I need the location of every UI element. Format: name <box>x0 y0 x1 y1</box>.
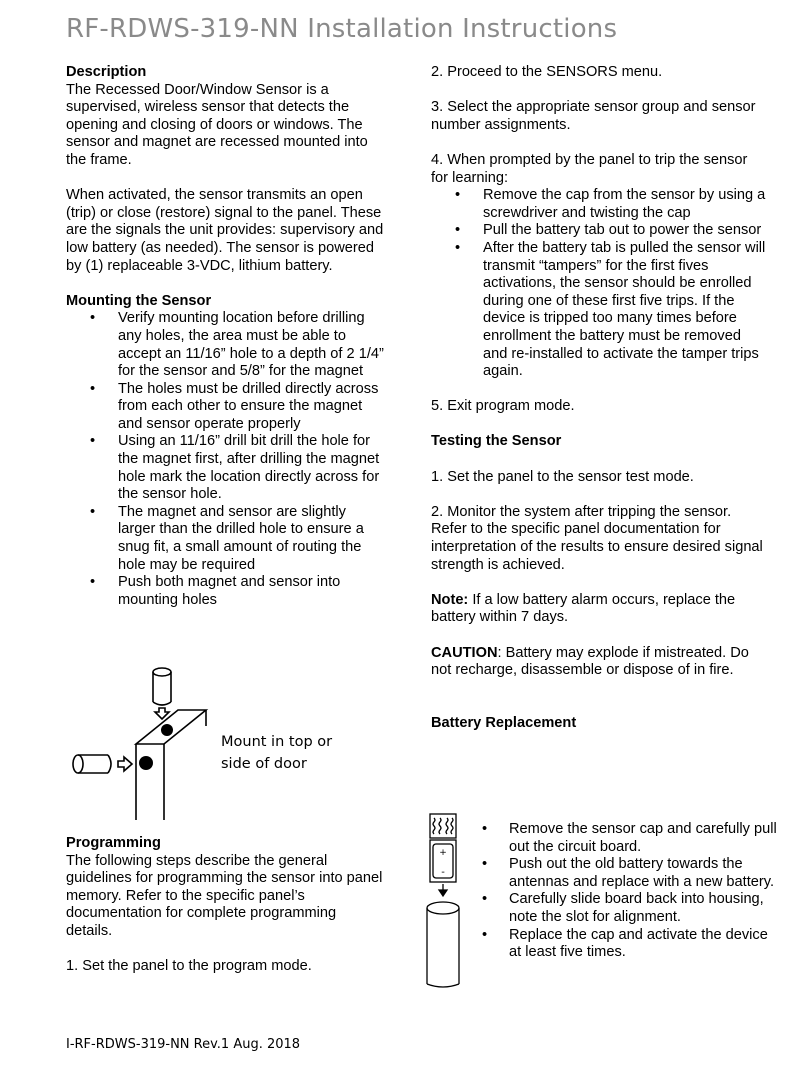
note-paragraph <box>431 592 766 627</box>
mounting-list <box>66 310 384 609</box>
page-title: RF-RDWS-319-NN Installation Instructions <box>66 14 618 44</box>
caption-line-1: Mount in top or <box>221 734 333 750</box>
step-4-list <box>431 187 766 381</box>
battery-plus-label: + <box>439 848 447 858</box>
list-item: • Carefully slide board back into housing, note the slot for alignment. <box>458 891 778 926</box>
document-footer: I-RF-RDWS-319-NN Rev.1 Aug. 2018 <box>66 1037 301 1052</box>
programming-step-2: 2. Proceed to the SENSORS menu. <box>431 64 663 80</box>
testing-step-1: 1. Set the panel to the sensor test mode. <box>431 468 694 485</box>
note-text: If a low battery alarm occurs, replace the battery within 7 days. <box>431 591 736 626</box>
programming-step-1: 1. Set the panel to the program mode. <box>66 958 312 975</box>
programming-heading: Programming <box>66 835 161 851</box>
programming-step-5: 5. Exit program mode. <box>431 398 575 415</box>
list-item: • The magnet and sensor are slightly larger than the drilled hole to ensure a snug fit, a small amount of routing the hole may be required <box>66 504 384 574</box>
left-column <box>66 64 384 627</box>
battery-replacement-list <box>458 821 778 962</box>
programming-section <box>66 835 384 993</box>
list-item: • After the battery tab is pulled the sensor will transmit “tampers” for the first fives activations, the sensor should be enrolled during one of these first five trips. If the device is tripped too many times before enrollment the battery must be removed and re-installed to activate the tamper trips again. <box>431 240 766 381</box>
battery-heading: Battery Replacement <box>431 714 577 731</box>
caution-paragraph <box>431 645 766 680</box>
list-item: • Replace the cap and activate the device at least five times. <box>458 927 778 962</box>
programming-step-3: 3. Select the appropriate sensor group and sensor number assignments. <box>431 99 756 133</box>
battery-minus-label: - <box>441 867 445 878</box>
caution-label: CAUTION <box>431 644 498 661</box>
door-figure-caption <box>221 731 361 775</box>
list-item: • The holes must be drilled directly across from each other to ensure the magnet and sensor operate properly <box>66 381 384 434</box>
testing-heading: Testing the Sensor <box>431 433 562 450</box>
list-item: • Push out the old battery towards the antennas and replace with a new battery. <box>458 856 778 891</box>
programming-step-4: 4. When prompted by the panel to trip the sensor for learning: <box>431 151 748 186</box>
note-label: Note: <box>431 591 469 608</box>
sensor-hole-icon <box>139 756 153 770</box>
list-item: • Using an 11/16” drill bit drill the hole for the magnet first, after drilling the magnet hole mark the location directly across for the sensor hole. <box>66 433 384 503</box>
programming-intro: The following steps describe the general guidelines for programming the sensor into panel memory. Refer to the specific panel’s documentation for complete programming details. <box>66 852 383 939</box>
list-item: • Pull the battery tab out to power the sensor <box>431 222 766 240</box>
right-column <box>431 64 766 733</box>
caution-text: : Battery may explode if mistreated. Do not recharge, disassemble or dispose of in fire. <box>431 644 749 679</box>
description-heading: Description <box>66 64 147 80</box>
mounting-heading: Mounting the Sensor <box>66 292 212 309</box>
description-paragraph-2: When activated, the sensor transmits an open (trip) or close (restore) signal to the panel. These are the signals the unit provides: supervisory and low battery (as needed). The sensor is powered by (1) replaceable 3-VDC, lithium battery. <box>66 187 384 274</box>
testing-step-2: 2. Monitor the system after tripping the sensor. Refer to the specific panel documentation for interpretation of the results to ensure desired signal strength is achieved. <box>431 503 763 573</box>
list-item: • Remove the cap from the sensor by using a screwdriver and twisting the cap <box>431 187 766 222</box>
list-item: • Remove the sensor cap and carefully pull out the circuit board. <box>458 821 778 856</box>
description-paragraph-1: The Recessed Door/Window Sensor is a supervised, wireless sensor that detects the opening and closing of doors or windows. The sensor and magnet are recessed mounted into the frame. <box>66 81 368 168</box>
caption-line-2: side of door <box>221 756 307 772</box>
magnet-hole-icon <box>161 724 173 736</box>
list-item: • Push both magnet and sensor into mounting holes <box>66 574 384 609</box>
list-item: • Verify mounting location before drilling any holes, the area must be able to accept an 11/16” hole to a depth of 2 1/4” for the sensor and 5/8” for the magnet <box>66 310 384 380</box>
